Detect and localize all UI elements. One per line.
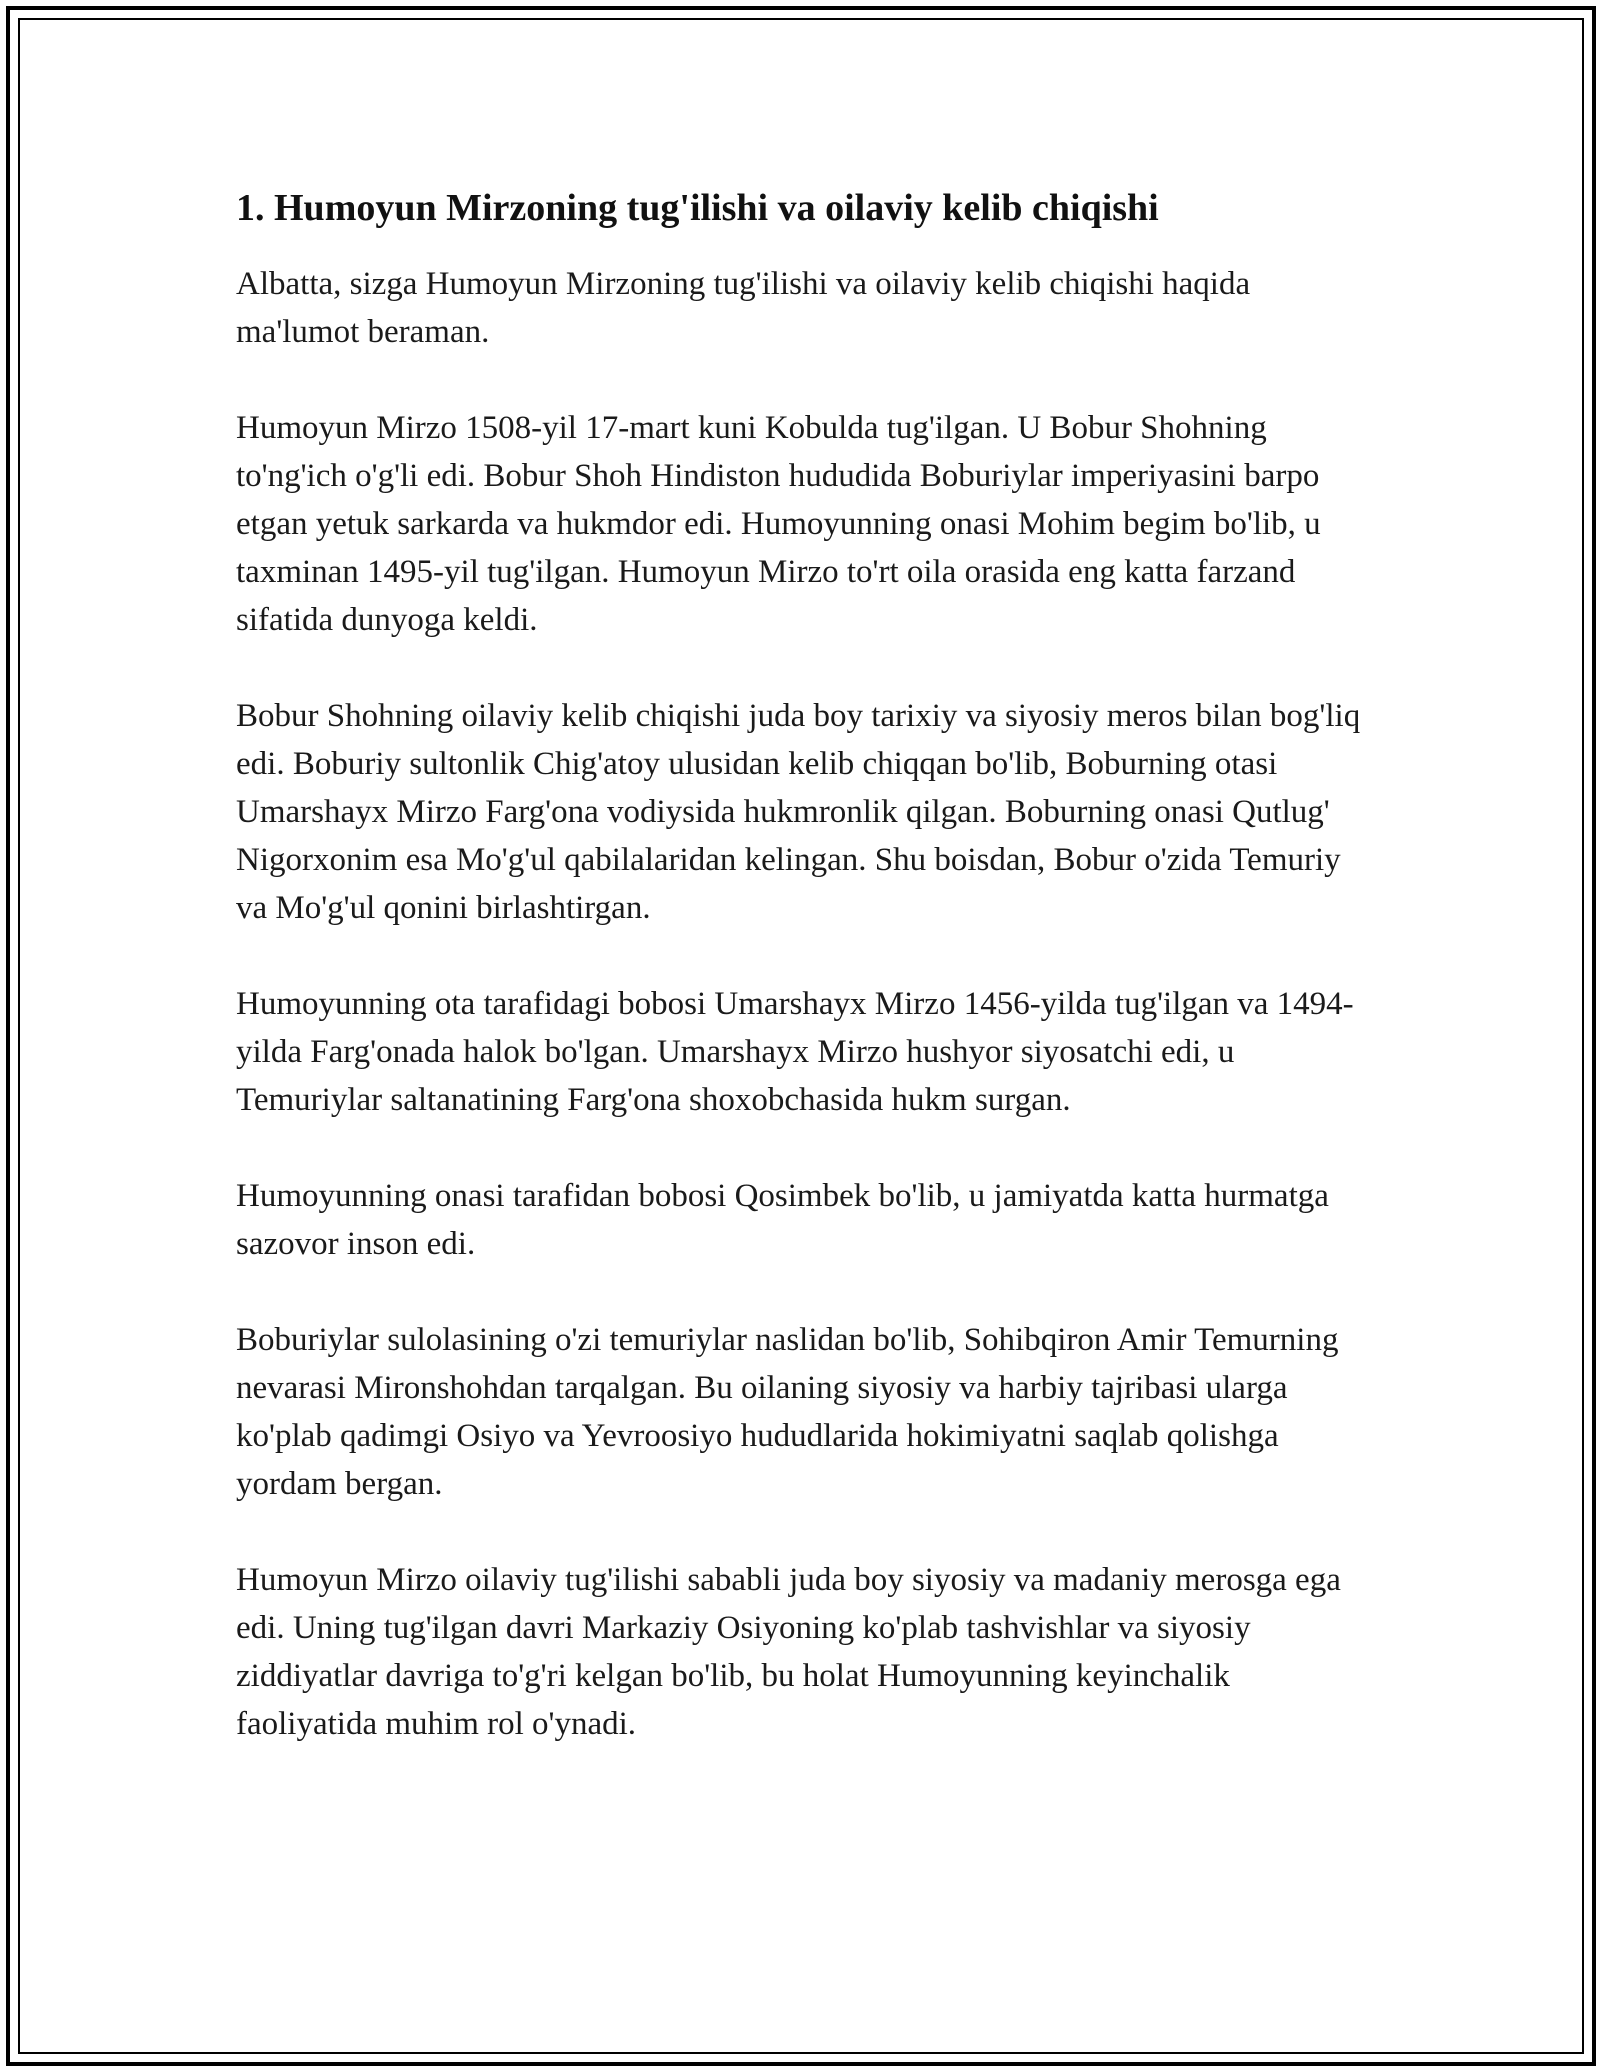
paragraph-intro: Albatta, sizga Humoyun Mirzoning tug'ilishi va oilaviy kelib chiqishi haqida ma'lumot beraman.: [236, 266, 1251, 350]
paragraph-paternal-grandfather: Humoyunning ota tarafidagi bobosi Umarshayx Mirzo 1456-yilda tug'ilgan va 1494-yilda Farg'onada halok bo'lgan. Umarshayx Mirzo hushyor siyosatchi edi, u Temuriylar saltanatining Farg'ona shoxobchasida hukm surgan.: [236, 986, 1354, 1118]
paragraph-birth: Humoyun Mirzo 1508-yil 17-mart kuni Kobulda tug'ilgan. U Bobur Shohning to'ng'ich o'g'li edi. Bobur Shoh Hindiston hududida Boburiylar imperiyasini barpo etgan yetuk sarkarda va hukmdor edi. Humoyunning onasi Mohim begim bo'lib, u taxminan 1495-yil tug'ilgan. Humoyun Mirzo to'rt oila orasida eng katta farzand sifatida dunyoga keldi.: [236, 410, 1321, 638]
paragraph-dynasty: Boburiylar sulolasining o'zi temuriylar naslidan bo'lib, Sohibqiron Amir Temurning nevarasi Mironshohdan tarqalgan. Bu oilaning siyosiy va harbiy tajribasi ularga ko'plab qadimgi Osiyo va Yevroosiyo hududlarida hokimiyatni saqlab qolishga yordam bergan.: [236, 1322, 1339, 1502]
section-heading: 1. Humoyun Mirzoning tug'ilishi va oilaviy kelib chiqishi: [236, 187, 1159, 229]
document-body: [236, 184, 1376, 1796]
paragraph-bobur-origin: Bobur Shohning oilaviy kelib chiqishi juda boy tarixiy va siyosiy meros bilan bog'liq edi. Boburiy sultonlik Chig'atoy ulusidan kelib chiqqan bo'lib, Boburning otasi Umarshayx Mirzo Farg'ona vodiysida hukmronlik qilgan. Boburning onasi Qutlug' Nigorxonim esa Mo'g'ul qabilalaridan kelingan. Shu boisdan, Bobur o'zida Temuriy va Mo'g'ul qonini birlashtirgan.: [236, 698, 1361, 926]
paragraph-legacy: Humoyun Mirzo oilaviy tug'ilishi sababli juda boy siyosiy va madaniy merosga ega edi. Uning tug'ilgan davri Markaziy Osiyoning ko'plab tashvishlar va siyosiy ziddiyatlar davriga to'g'ri kelgan bo'lib, bu holat Humoyunning keyinchalik faoliyatida muhim rol o'ynadi.: [236, 1562, 1341, 1742]
paragraph-maternal-grandfather: Humoyunning onasi tarafidan bobosi Qosimbek bo'lib, u jamiyatda katta hurmatga sazovor inson edi.: [236, 1178, 1329, 1262]
